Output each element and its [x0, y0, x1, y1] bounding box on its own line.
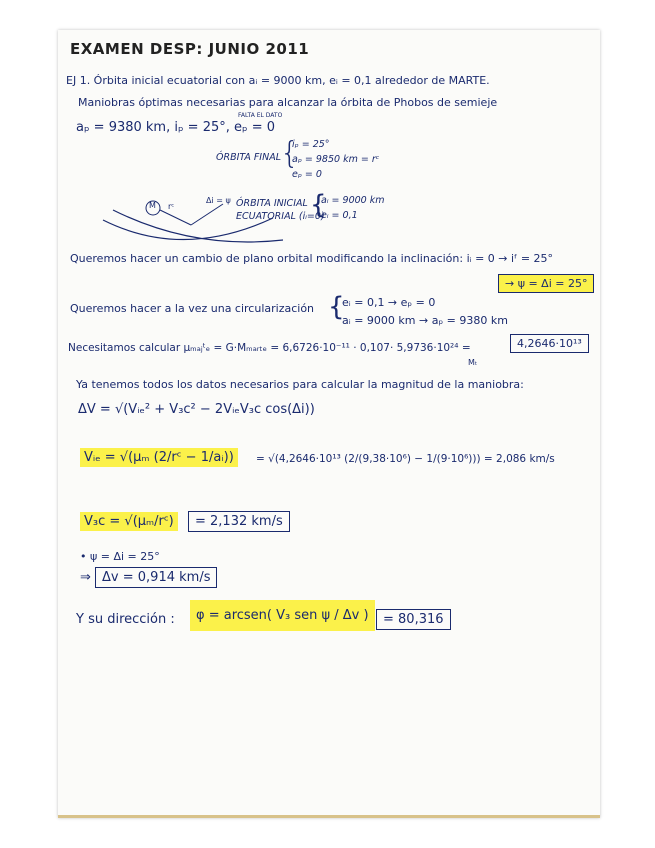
exercise-statement: EJ 1. Órbita inicial ecuatorial con aᵢ = 9000 km, eᵢ = 0,1 alrededor de MARTE.	[66, 74, 490, 87]
final-orbit-label: ÓRBITA FINAL	[216, 152, 282, 163]
vie-highlight	[80, 448, 238, 467]
angle-line	[191, 204, 223, 225]
target-orbit-data: aₚ = 9380 km, iₚ = 25°, eₚ = 0	[76, 120, 275, 135]
statement-line-2: Maniobras óptimas necesarias para alcanzar la órbita de Phobos de semieje	[78, 96, 498, 109]
circularization-text: Queremos hacer a la vez una circularización	[70, 302, 315, 315]
delta-v-formula: ΔV = √(Vᵢₑ² + V₃c² − 2VᵢₑV₃c cos(Δi))	[78, 402, 315, 417]
v3c-highlight: V₃c = √(μₘ/rᶜ)	[80, 512, 178, 531]
final-eccentricity: eₚ = 0	[292, 169, 322, 180]
mu-calculation: Necesitamos calcular μₘₐⱼᵗₑ = G·Mₘₐᵣₜₑ = 6,6726·10⁻¹¹ · 0,107· 5,9736·10²⁴ =	[68, 342, 471, 354]
final-brace: {	[280, 136, 300, 171]
angle-label: Δi = ψ	[206, 196, 231, 205]
delta-v-result-wrap	[80, 570, 217, 585]
plane-change-text: Queremos hacer un cambio de plano orbital modificando la inclinación: iᵢ = 0 → iᶠ = 25°	[70, 252, 554, 265]
implies-arrow: ⇒	[80, 570, 96, 585]
magnitude-intro: Ya tenemos todos los datos necesarios para calcular la magnitud de la maniobra:	[76, 378, 524, 391]
vie-symbol: Vᵢₑ	[84, 450, 101, 465]
radius-label: rᶜ	[168, 202, 175, 211]
exam-page	[58, 30, 600, 818]
final-semiaxis: aₚ = 9850 km = rᶜ	[292, 154, 380, 165]
psi-highlight: → ψ = Δi = 25°	[498, 274, 594, 293]
initial-eccentricity: eᵢ = 0,1	[321, 210, 358, 221]
v3c-result-wrap	[188, 514, 290, 529]
mu-result-wrap	[510, 337, 589, 350]
missing-data-note: FALTA EL DATO	[238, 112, 283, 119]
page-title: EXAMEN DESP: JUNIO 2011	[70, 40, 310, 58]
mars-label: M	[149, 201, 156, 210]
direction-result: = 80,316	[376, 609, 451, 630]
initial-orbit-label: ÓRBITA INICIAL	[236, 198, 308, 209]
direction-formula: φ = arcsen( V₃ sen ψ / Δv )	[190, 600, 375, 631]
final-inclination: iₚ = 25°	[292, 139, 330, 150]
semiaxis-change: aᵢ = 9000 km → aₚ = 9380 km	[342, 314, 508, 327]
psi-recall: • ψ = Δi = 25°	[80, 550, 160, 563]
delta-v-result: Δv = 0,914 km/s	[95, 567, 217, 588]
circularization-brace: {	[328, 292, 345, 322]
direction-label: Y su dirección :	[76, 612, 175, 627]
direction-formula-wrap	[190, 608, 375, 623]
earth-mass-label: Mₜ	[468, 358, 478, 367]
initial-orbit-type: ECUATORIAL (iᵢ=0)	[236, 211, 325, 222]
vie-formula: = √(μₘ (2/rᶜ − 1/aᵢ))	[104, 450, 234, 465]
direction-result-wrap	[376, 612, 451, 627]
v3c-result: = 2,132 km/s	[188, 511, 290, 532]
vie-line	[80, 450, 238, 465]
initial-semiaxis: aᵢ = 9000 km	[321, 195, 385, 206]
v3c-line	[80, 514, 178, 529]
radius-line	[160, 210, 191, 225]
initial-brace: {	[310, 190, 327, 220]
eccentricity-change: eᵢ = 0,1 → eₚ = 0	[342, 296, 436, 309]
mu-result: 4,2646·10¹³	[510, 334, 589, 353]
vie-result: = √(4,2646·10¹³ (2/(9,38·10⁶) − 1/(9·10⁶))) = 2,086 km/s	[256, 453, 555, 465]
psi-result-line	[498, 277, 594, 290]
